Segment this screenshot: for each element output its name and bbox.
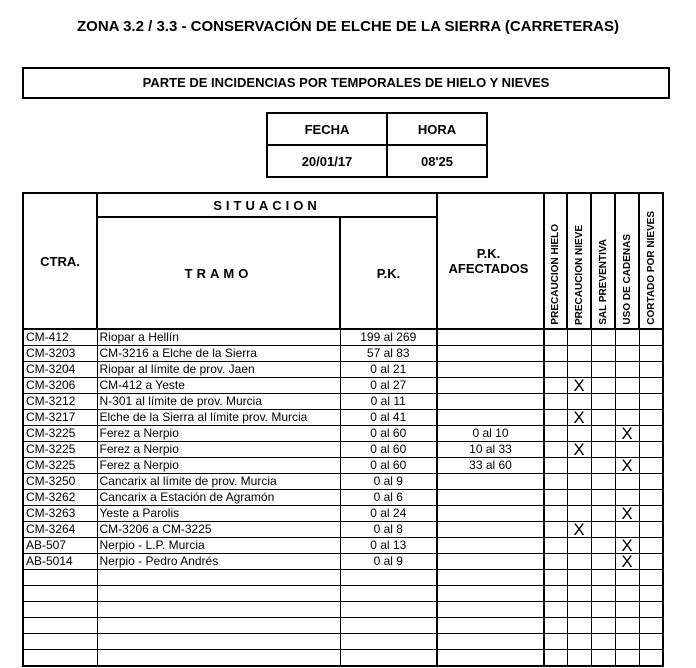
table-row	[23, 410, 663, 426]
pk-cell: 0 al 8	[340, 522, 437, 538]
sal-preventiva-cell	[591, 506, 615, 522]
sal-preventiva-cell	[591, 458, 615, 474]
empty-cell	[591, 618, 615, 634]
table-row	[23, 442, 663, 458]
pk-cell: 199 al 269	[340, 329, 437, 346]
empty-cell	[97, 586, 340, 602]
sal-preventiva-cell	[591, 538, 615, 554]
ctra-header: CTRA.	[23, 193, 97, 329]
precaucion-hielo-cell	[544, 490, 567, 506]
precaucion-hielo-cell	[544, 458, 567, 474]
tramo-cell: Riopar a Hellín	[97, 329, 340, 346]
sal-preventiva-cell	[591, 426, 615, 442]
precaucion-nieve-cell: X	[567, 378, 591, 394]
tramo-cell: Cancarix al límite de prov. Murcia	[97, 474, 340, 490]
precaucion-nieve-cell	[567, 426, 591, 442]
empty-cell	[567, 602, 591, 618]
pk-afectados-cell	[437, 490, 544, 506]
empty-cell	[437, 618, 544, 634]
empty-cell	[544, 650, 567, 667]
pk-afectados-cell: 0 al 10	[437, 426, 544, 442]
ctra-cell: CM-3212	[23, 394, 97, 410]
tramo-cell: Elche de la Sierra al límite prov. Murcia	[97, 410, 340, 426]
empty-cell	[615, 650, 639, 667]
tramo-cell: Nerpio - L.P. Murcia	[97, 538, 340, 554]
pk-afectados-cell	[437, 346, 544, 362]
cortado-header: CORTADO POR NIEVES	[639, 193, 663, 329]
hora-value: 08'25	[387, 145, 487, 177]
ctra-cell: CM-3217	[23, 410, 97, 426]
empty-row	[23, 634, 663, 650]
fecha-value: 20/01/17	[267, 145, 387, 177]
empty-cell	[639, 618, 663, 634]
empty-row	[23, 618, 663, 634]
empty-cell	[437, 634, 544, 650]
ctra-cell: CM-3225	[23, 458, 97, 474]
pk-afectados-cell	[437, 474, 544, 490]
precaucion-nieve-cell	[567, 346, 591, 362]
sal-preventiva-header: SAL PREVENTIVA	[591, 193, 615, 329]
precaucion-nieve-header: PRECAUCION NIEVE	[567, 193, 591, 329]
empty-cell	[97, 570, 340, 586]
uso-cadenas-cell: X	[615, 538, 639, 554]
precaucion-nieve-cell	[567, 394, 591, 410]
empty-cell	[567, 586, 591, 602]
cortado-cell	[639, 362, 663, 378]
precaucion-hielo-cell	[544, 554, 567, 570]
precaucion-hielo-cell	[544, 410, 567, 426]
table-row	[23, 394, 663, 410]
uso-cadenas-cell	[615, 490, 639, 506]
pk-afectados-cell	[437, 554, 544, 570]
report-subtitle: PARTE DE INCIDENCIAS POR TEMPORALES DE HIELO Y NIEVES	[22, 67, 670, 99]
pk-cell: 57 al 83	[340, 346, 437, 362]
precaucion-hielo-cell	[544, 522, 567, 538]
empty-cell	[639, 634, 663, 650]
ctra-cell: CM-3262	[23, 490, 97, 506]
empty-cell	[591, 650, 615, 667]
uso-cadenas-cell: X	[615, 458, 639, 474]
empty-cell	[437, 570, 544, 586]
tramo-cell: Ferez a Nerpio	[97, 442, 340, 458]
precaucion-nieve-cell	[567, 554, 591, 570]
empty-cell	[97, 634, 340, 650]
uso-cadenas-cell	[615, 346, 639, 362]
pk-afectados-cell: 10 al 33	[437, 442, 544, 458]
empty-cell	[615, 586, 639, 602]
cortado-cell	[639, 538, 663, 554]
precaucion-nieve-cell	[567, 474, 591, 490]
empty-cell	[591, 570, 615, 586]
precaucion-hielo-cell	[544, 362, 567, 378]
uso-cadenas-cell	[615, 522, 639, 538]
precaucion-nieve-cell	[567, 506, 591, 522]
empty-cell	[591, 602, 615, 618]
precaucion-nieve-cell: X	[567, 522, 591, 538]
tramo-cell: N-301 al límite de prov. Murcia	[97, 394, 340, 410]
ctra-cell: CM-3225	[23, 426, 97, 442]
hora-label: HORA	[387, 113, 487, 145]
cortado-cell	[639, 426, 663, 442]
cortado-cell	[639, 506, 663, 522]
tramo-cell: Riopar al límite de prov. Jaen	[97, 362, 340, 378]
empty-cell	[567, 570, 591, 586]
tramo-cell: CM-3216 a Elche de la Sierra	[97, 346, 340, 362]
cortado-cell	[639, 522, 663, 538]
precaucion-nieve-cell	[567, 458, 591, 474]
table-row	[23, 458, 663, 474]
precaucion-hielo-cell	[544, 538, 567, 554]
empty-cell	[23, 634, 97, 650]
empty-cell	[437, 650, 544, 667]
ctra-cell: AB-507	[23, 538, 97, 554]
empty-row	[23, 586, 663, 602]
table-row	[23, 506, 663, 522]
ctra-cell: CM-412	[23, 329, 97, 346]
pk-cell: 0 al 11	[340, 394, 437, 410]
empty-cell	[340, 618, 437, 634]
table-row	[23, 474, 663, 490]
uso-cadenas-cell	[615, 474, 639, 490]
table-row	[23, 362, 663, 378]
sal-preventiva-cell	[591, 329, 615, 346]
sal-preventiva-cell	[591, 490, 615, 506]
empty-cell	[340, 570, 437, 586]
ctra-cell: CM-3203	[23, 346, 97, 362]
empty-cell	[23, 570, 97, 586]
uso-cadenas-cell: X	[615, 554, 639, 570]
pk-cell: 0 al 13	[340, 538, 437, 554]
empty-cell	[591, 634, 615, 650]
empty-cell	[437, 586, 544, 602]
uso-cadenas-header: USO DE CADENAS	[615, 193, 639, 329]
tramo-cell: CM-3206 a CM-3225	[97, 522, 340, 538]
pk-afectados-cell	[437, 410, 544, 426]
empty-cell	[544, 586, 567, 602]
tramo-cell: Ferez a Nerpio	[97, 458, 340, 474]
empty-cell	[615, 570, 639, 586]
ctra-cell: CM-3204	[23, 362, 97, 378]
pk-cell: 0 al 41	[340, 410, 437, 426]
table-row	[23, 522, 663, 538]
empty-cell	[567, 618, 591, 634]
precaucion-hielo-cell	[544, 329, 567, 346]
cortado-cell	[639, 394, 663, 410]
empty-cell	[544, 570, 567, 586]
pk-afectados-cell: 33 al 60	[437, 458, 544, 474]
ctra-cell: AB-5014	[23, 554, 97, 570]
table-row	[23, 490, 663, 506]
pk-afectados-cell	[437, 329, 544, 346]
empty-cell	[544, 634, 567, 650]
empty-cell	[639, 570, 663, 586]
precaucion-hielo-cell	[544, 394, 567, 410]
empty-cell	[639, 586, 663, 602]
empty-cell	[340, 586, 437, 602]
uso-cadenas-cell	[615, 442, 639, 458]
empty-cell	[23, 650, 97, 667]
precaucion-nieve-cell: X	[567, 410, 591, 426]
empty-cell	[340, 602, 437, 618]
table-row	[23, 346, 663, 362]
table-row	[23, 426, 663, 442]
pk-afectados-cell	[437, 394, 544, 410]
pk-afectados-cell	[437, 538, 544, 554]
sal-preventiva-cell	[591, 522, 615, 538]
empty-cell	[544, 602, 567, 618]
precaucion-nieve-cell: X	[567, 442, 591, 458]
empty-row	[23, 602, 663, 618]
pk-cell: 0 al 24	[340, 506, 437, 522]
incidents-table	[22, 192, 664, 667]
uso-cadenas-cell	[615, 378, 639, 394]
empty-cell	[615, 634, 639, 650]
pk-cell: 0 al 21	[340, 362, 437, 378]
pk-cell: 0 al 60	[340, 442, 437, 458]
uso-cadenas-cell	[615, 394, 639, 410]
empty-cell	[437, 602, 544, 618]
cortado-cell	[639, 442, 663, 458]
pk-afectados-cell	[437, 378, 544, 394]
cortado-cell	[639, 329, 663, 346]
empty-cell	[97, 602, 340, 618]
tramo-cell: Yeste a Parolis	[97, 506, 340, 522]
pk-cell: 0 al 60	[340, 458, 437, 474]
sal-preventiva-cell	[591, 474, 615, 490]
empty-cell	[340, 650, 437, 667]
ctra-cell: CM-3263	[23, 506, 97, 522]
pk-afectados-header: P.K. AFECTADOS	[437, 193, 544, 329]
empty-row	[23, 650, 663, 667]
tramo-cell: Cancarix a Estación de Agramón	[97, 490, 340, 506]
sal-preventiva-cell	[591, 410, 615, 426]
precaucion-nieve-cell	[567, 538, 591, 554]
sal-preventiva-cell	[591, 394, 615, 410]
sal-preventiva-cell	[591, 378, 615, 394]
pk-cell: 0 al 9	[340, 554, 437, 570]
table-body	[23, 329, 663, 666]
empty-cell	[567, 650, 591, 667]
sal-preventiva-cell	[591, 346, 615, 362]
cortado-cell	[639, 474, 663, 490]
uso-cadenas-cell: X	[615, 506, 639, 522]
empty-cell	[340, 634, 437, 650]
table-row	[23, 554, 663, 570]
table-row	[23, 378, 663, 394]
precaucion-nieve-cell	[567, 329, 591, 346]
precaucion-nieve-cell	[567, 490, 591, 506]
uso-cadenas-cell	[615, 410, 639, 426]
empty-cell	[639, 602, 663, 618]
sal-preventiva-cell	[591, 554, 615, 570]
precaucion-hielo-cell	[544, 506, 567, 522]
sal-preventiva-cell	[591, 442, 615, 458]
pk-cell: 0 al 6	[340, 490, 437, 506]
fecha-label: FECHA	[267, 113, 387, 145]
ctra-cell: CM-3264	[23, 522, 97, 538]
precaucion-hielo-cell	[544, 346, 567, 362]
pk-afectados-cell	[437, 506, 544, 522]
tramo-header: TRAMO	[97, 217, 340, 329]
ctra-cell: CM-3250	[23, 474, 97, 490]
table-row	[23, 538, 663, 554]
tramo-cell: Nerpio - Pedro Andrés	[97, 554, 340, 570]
tramo-cell: Ferez a Nerpio	[97, 426, 340, 442]
empty-cell	[615, 618, 639, 634]
empty-cell	[591, 586, 615, 602]
empty-cell	[23, 602, 97, 618]
pk-afectados-cell	[437, 522, 544, 538]
situacion-header: SITUACION	[97, 193, 437, 217]
uso-cadenas-cell	[615, 329, 639, 346]
empty-cell	[567, 634, 591, 650]
precaucion-hielo-cell	[544, 378, 567, 394]
empty-cell	[97, 618, 340, 634]
empty-cell	[544, 618, 567, 634]
pk-afectados-cell	[437, 362, 544, 378]
ctra-cell: CM-3206	[23, 378, 97, 394]
pk-header: P.K.	[340, 217, 437, 329]
empty-cell	[23, 586, 97, 602]
cortado-cell	[639, 346, 663, 362]
ctra-cell: CM-3225	[23, 442, 97, 458]
fecha-hora-table	[266, 112, 488, 178]
cortado-cell	[639, 458, 663, 474]
pk-cell: 0 al 27	[340, 378, 437, 394]
cortado-cell	[639, 490, 663, 506]
cortado-cell	[639, 554, 663, 570]
empty-row	[23, 570, 663, 586]
tramo-cell: CM-412 a Yeste	[97, 378, 340, 394]
empty-cell	[615, 602, 639, 618]
precaucion-hielo-header: PRECAUCION HIELO	[544, 193, 567, 329]
pk-cell: 0 al 60	[340, 426, 437, 442]
precaucion-hielo-cell	[544, 426, 567, 442]
sal-preventiva-cell	[591, 362, 615, 378]
precaucion-hielo-cell	[544, 474, 567, 490]
uso-cadenas-cell	[615, 362, 639, 378]
cortado-cell	[639, 410, 663, 426]
cortado-cell	[639, 378, 663, 394]
table-row	[23, 329, 663, 346]
page-title: ZONA 3.2 / 3.3 - CONSERVACIÓN DE ELCHE DE LA SIERRA (CARRETERAS)	[76, 18, 619, 35]
precaucion-nieve-cell	[567, 362, 591, 378]
empty-cell	[639, 650, 663, 667]
empty-cell	[23, 618, 97, 634]
precaucion-hielo-cell	[544, 442, 567, 458]
empty-cell	[97, 650, 340, 667]
pk-cell: 0 al 9	[340, 474, 437, 490]
uso-cadenas-cell: X	[615, 426, 639, 442]
